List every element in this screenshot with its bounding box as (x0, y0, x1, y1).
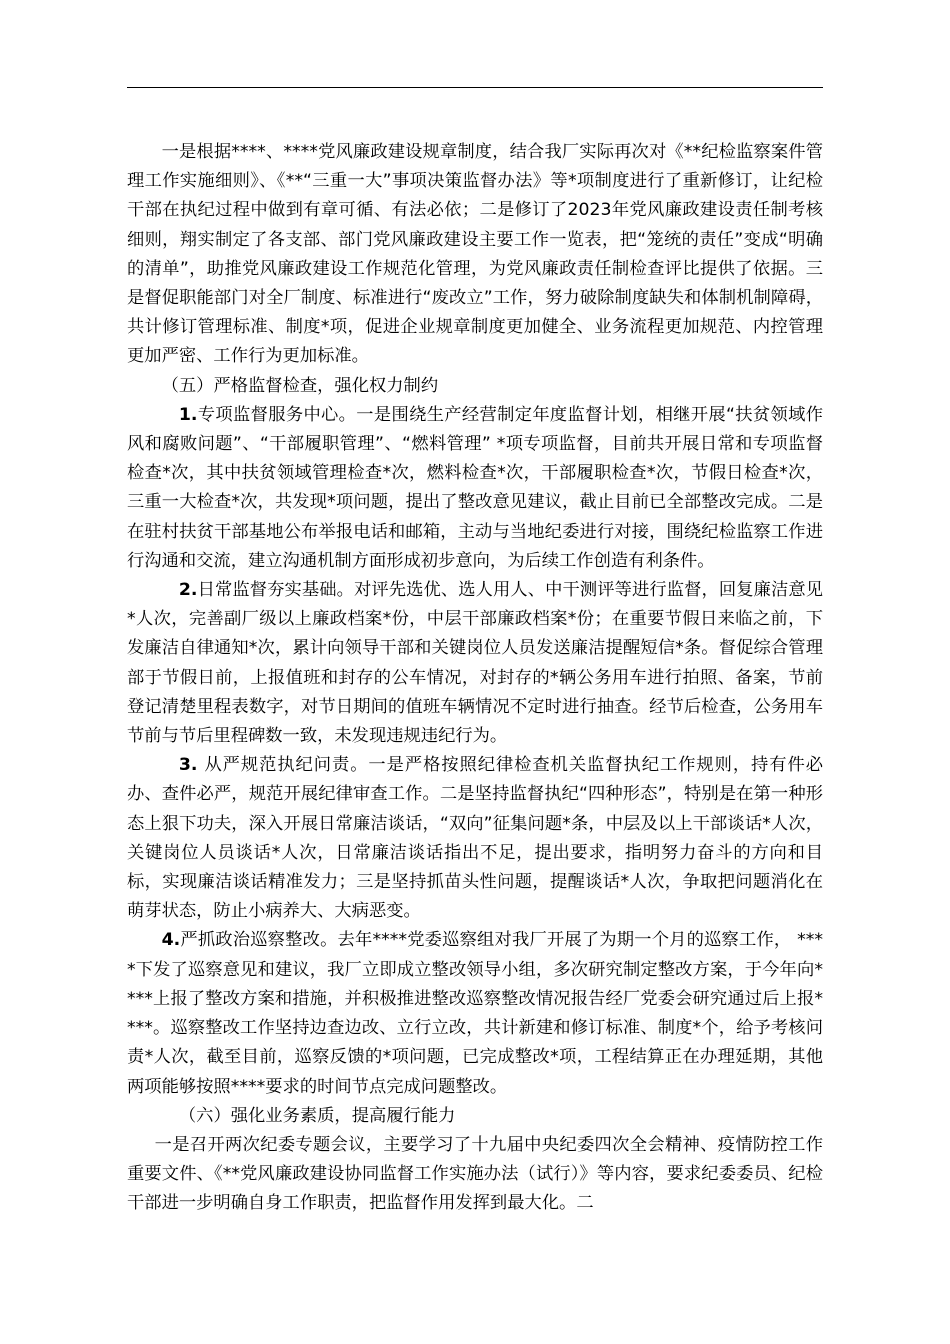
item-text: 严抓政治巡察整改。去年****党委巡察组对我厂开展了为期一个月的巡察工作， ****下发了巡察意见和建议，我厂立即成立整改领导小组，多次研究制定整改方案，于今年向****上报了整改方案和措施，并积极推进整改巡察整改情况报告经厂党委会研究通过后上报****。巡察整改工作坚持边查边改、立行立改，共计新建和修订标准、制度*个，给予考核问责*人次，截至目前，巡察反馈的*项问题，已完成整改*项，工程结算正在办理延期，其他两项能够按照****要求的时间节点完成问题整改。 (127, 930, 823, 1097)
document-body (127, 138, 823, 1219)
header-rule (127, 87, 823, 88)
item-number: 2. (178, 580, 198, 601)
paragraph-inspection-rectification (127, 926, 823, 1101)
item-text: 专项监督服务中心。一是围绕生产经营制定年度监督计划，相继开展“扶贫领域作风和腐败问题”、“干部履职管理”、“燃料管理” *项专项监督，目前共开展日常和专项监督检查*次，其中扶贫领域管理检查*次，燃料检查*次，干部履职检查*次，节假日检查*次，三重一大检查*次，共发现*项问题，提出了整改意见建议，截止目前已全部整改完成。二是在驻村扶贫干部基地公布举报电话和邮箱，主动与当地纪委进行对接，围绕纪检监察工作进行沟通和交流，建立沟通机制方面形成初步意向，为后续工作创造有利条件。 (127, 404, 823, 571)
item-number: 4. (161, 930, 181, 951)
paragraph-special-supervision (127, 401, 823, 576)
item-number: 1. (178, 404, 198, 425)
paragraph-rules-revision: 一是根据****、****党风廉政建设规章制度，结合我厂实际再次对《**纪检监察案件管理工作实施细则》、《**“三重一大”事项决策监督办法》等*项制度进行了重新修订，让纪检干部在执纪过程中做到有章可循、有法必依；二是修订了2023年党风廉政建设责任制考核细则，翔实制定了各支部、部门党风廉政建设主要工作一览表，把“笼统的责任”变成“明确的清单”，助推党风廉政建设工作规范化管理，为党风廉政责任制检查评比提供了依据。三是督促职能部门对全厂制度、标准进行“废改立”工作，努力破除制度缺失和体制机制障碍，共计修订管理标准、制度*项，促进企业规章制度更加健全、业务流程更加规范、内控管理更加严密、工作行为更加标准。 (127, 142, 823, 367)
section-heading-competence: （六）强化业务素质，提高履行能力 (178, 1105, 456, 1126)
item-text: 日常监督夯实基础。对评先选优、选人用人、中干测评等进行监督，回复廉洁意见*人次，完善副厂级以上廉政档案*份，中层干部廉政档案*份；在重要节假日来临之前，下发廉洁自律通知*次，累计向领导干部和关键岗位人员发送廉洁提醒短信*条。督促综合管理部于节假日前，上报值班和封存的公车情况，对封存的*辆公务用车进行拍照、备案，节前登记清楚里程表数字，对节日期间的值班车辆情况不定时进行抽查。经节后检查，公务用车节前与节后里程碑数一致，未发现违规违纪行为。 (127, 580, 823, 747)
paragraph-accountability (127, 751, 823, 926)
paragraph-committee-meetings: 一是召开两次纪委专题会议，主要学习了十九届中央纪委四次全会精神、疫情防控工作重要文件、《**党风廉政建设协同监督工作实施办法（试行）》等内容，要求纪委委员、纪检干部进一步明确自身工作职责，把监督作用发挥到最大化。二 (127, 1134, 823, 1214)
section-heading-supervision: （五）严格监督检查，强化权力制约 (161, 375, 439, 396)
item-text: 从严规范执纪问责。一是严格按照纪律检查机关监督执纪工作规则，持有件必办、查件必严，规范开展纪律审查工作。二是坚持监督执纪“四种形态”，特别是在第一种形态上狠下功夫，深入开展日常廉洁谈话，“双向”征集问题*条，中层及以上干部谈话*人次，关键岗位人员谈话*人次，日常廉洁谈话指出不足，提出要求，指明努力奋斗的方向和目标，实现廉洁谈话精准发力；三是坚持抓苗头性问题，提醒谈话*人次，争取把问题消化在萌芽状态，防止小病养大、大病恶变。 (127, 755, 823, 922)
item-number: 3. (178, 755, 205, 776)
paragraph-daily-supervision (127, 576, 823, 751)
